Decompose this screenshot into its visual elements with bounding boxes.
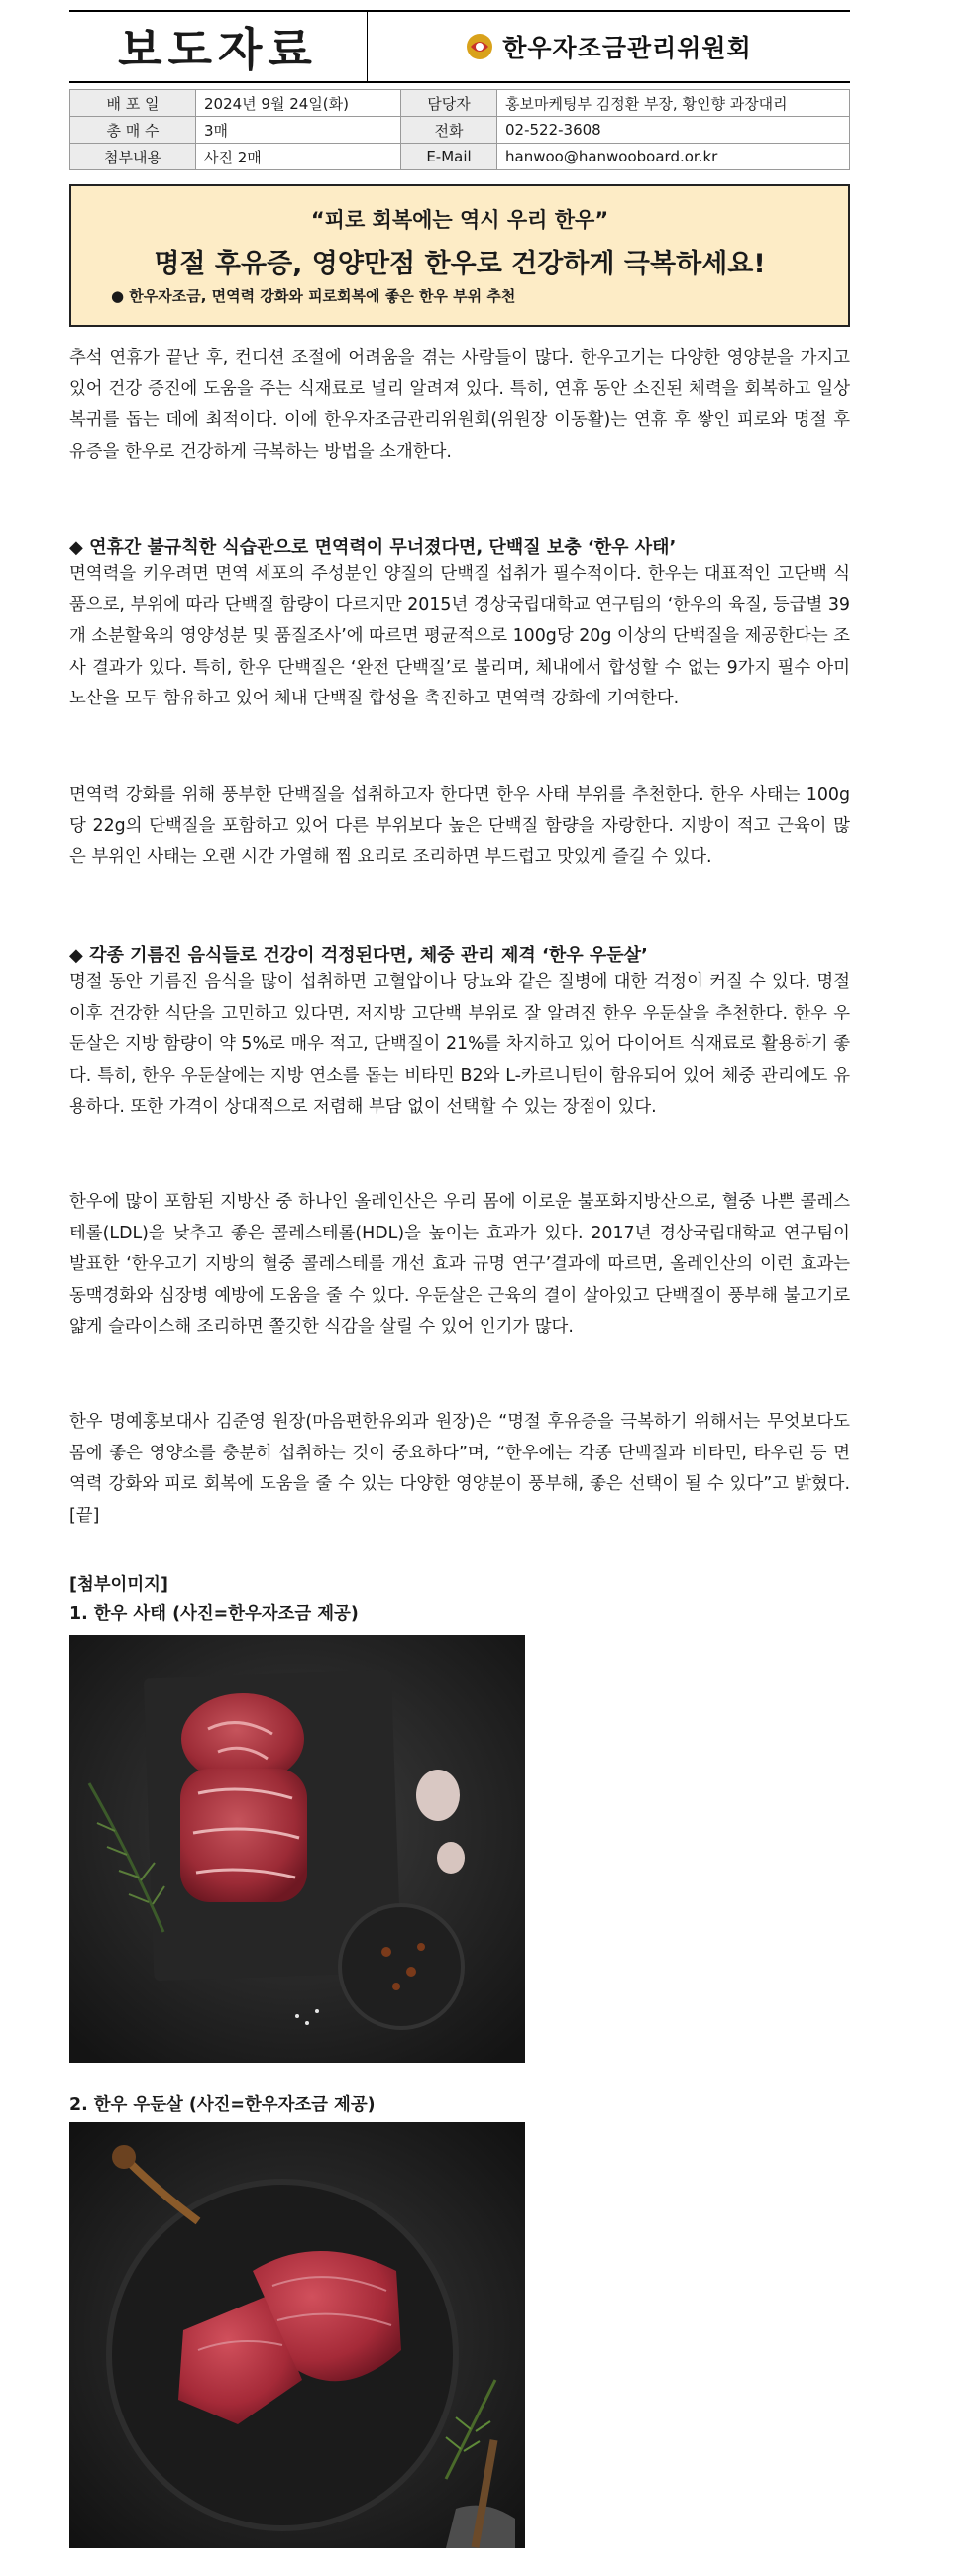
release-info-table (69, 89, 850, 170)
press-release-header (69, 10, 850, 83)
headline-title: 명절 후유증, 영양만점 한우로 건강하게 극복하세요! (154, 249, 766, 279)
release-date: 2024년 9월 24일(화) (196, 90, 401, 117)
table-row (70, 144, 850, 170)
photo-caption: 1. 한우 사태 (사진=한우자조금 제공) (69, 1604, 359, 1624)
headline-bullet: ● 한우자조금, 면역력 강화와 피로회복에 좋은 한우 부위 추천 (111, 287, 516, 305)
beef-shank-photo (69, 1635, 525, 2063)
organization-logo-icon (465, 32, 494, 61)
attachment-content: 사진 2매 (196, 144, 401, 170)
phone-number: 02-522-3608 (497, 117, 850, 144)
email-address[interactable]: hanwoo@hanwooboard.or.kr (497, 144, 850, 170)
body-paragraph: 면역력을 키우려면 면역 세포의 주성분인 양질의 단백질 섭취가 필수적이다. 한우는 대표적인 고단백 식품으로, 부위에 따라 단백질 함량이 다르지만 2015년 경상국립대학교 연구팀의 ‘한우의 육질, 등급별 39개 소분할육의 영양성분 및 품질조사’에 따르면 평균적으로 100g당 20g 이상의 단백질을 제공한다는 조사 결과가 있다. 특히, 한우 단백질은 ‘완전 단백질’로 불리며, 체내에서 합성할 수 없는 9가지 필수 아미노산을 모두 함유하고 있어 체내 단백질 합성을 촉진하고 면역력 강화에 기여한다. (69, 564, 850, 708)
section-heading: ◆ 연휴간 불규칙한 식습관으로 면역력이 무너졌다면, 단백질 보충 ‘한우 사태’ (69, 537, 677, 558)
beef-topside-photo (69, 2122, 525, 2548)
table-row (70, 117, 850, 144)
page-count: 3매 (196, 117, 401, 144)
organization-brand (367, 12, 850, 81)
press-release-page (69, 0, 850, 2115)
photo-caption: 2. 한우 우둔살 (사진=한우자조금 제공) (69, 2095, 376, 2115)
attachment-heading: [첨부이미지] (69, 1575, 168, 1595)
page-count-label: 총 매 수 (70, 117, 196, 144)
release-date-label: 배 포 일 (70, 90, 196, 117)
body-paragraph: 추석 연휴가 끝난 후, 컨디션 조절에 어려움을 겪는 사람들이 많다. 한우고기는 다양한 영양분을 가지고 있어 건강 증진에 도움을 주는 식재료로 널리 알려져 있다. 특히, 연휴 동안 소진된 체력을 회복하고 일상 복귀를 돕는 데에 최적이다. 이에 한우자조금관리위원회(위원장 이동활)는 연휴 후 쌓인 피로와 명절 후유증을 한우로 건강하게 극복하는 방법을 소개한다. (69, 348, 850, 462)
contact-person: 홍보마케팅부 김정환 부장, 황인향 과장대리 (497, 90, 850, 117)
contact-label: 담당자 (401, 90, 497, 117)
phone-label: 전화 (401, 117, 497, 144)
headline-subtitle: “피로 회복에는 역시 우리 한우” (310, 208, 609, 232)
body-paragraph: 명절 동안 기름진 음식을 많이 섭취하면 고혈압이나 당뇨와 같은 질병에 대한 걱정이 커질 수 있다. 명절 이후 건강한 식단을 고민하고 있다면, 저지방 고단백 부위로 잘 알려진 한우 우둔살을 추천한다. 한우 우둔살은 지방 함량이 약 5%로 매우 적고, 단백질이 21%를 차지하고 있어 다이어트 식재료로 활용하기 좋다. 특히, 한우 우둔살에는 지방 연소를 돕는 비타민 B2와 L-카르니틴이 함유되어 있어 체중 관리에도 유용하다. 또한 가격이 상대적으로 저렴해 부담 없이 선택할 수 있는 장점이 있다. (69, 972, 850, 1117)
table-row (70, 90, 850, 117)
headline-box (69, 184, 850, 327)
body-paragraph: 면역력 강화를 위해 풍부한 단백질을 섭취하고자 한다면 한우 사태 부위를 추천한다. 한우 사태는 100g당 22g의 단백질을 포함하고 있어 다른 부위보다 높은 단백질 함량을 자랑한다. 지방이 적고 근육이 많은 부위인 사태는 오랜 시간 가열해 찜 요리로 조리하면 부드럽고 맛있게 즐길 수 있다. (69, 785, 850, 867)
document-title: 보도자료 (69, 12, 368, 81)
body-paragraph: 한우에 많이 포함된 지방산 중 하나인 올레인산은 우리 몸에 이로운 불포화지방산으로, 혈중 나쁜 콜레스테롤(LDL)을 낮추고 좋은 콜레스테롤(HDL)을 높이는 효과가 있다. 2017년 경상국립대학교 연구팀이 발표한 ‘한우고기 지방의 혈중 콜레스테롤 개선 효과 규명 연구’결과에 따르면, 올레인산의 이런 효과는 동맥경화와 심장병 예방에 도움을 줄 수 있다. 우둔살은 근육의 결이 살아있고 단백질이 풍부해 불고기로 얇게 슬라이스해 조리하면 쫄깃한 식감을 살릴 수 있어 인기가 많다. (69, 1192, 850, 1337)
section-heading: ◆ 각종 기름진 음식들로 건강이 걱정된다면, 체중 관리 제격 ‘한우 우둔살’ (69, 945, 648, 966)
organization-name: 한우자조금관리위원회 (502, 34, 752, 62)
email-label: E-Mail (401, 144, 497, 170)
body-paragraph: 한우 명예홍보대사 김준영 원장(마음편한유외과 원장)은 “명절 후유증을 극복하기 위해서는 무엇보다도 몸에 좋은 영양소를 충분히 섭취하는 것이 중요하다”며, “한우에는 각종 단백질과 비타민, 타우린 등 면역력 강화와 피로 회복에 도움을 줄 수 있는 다양한 영양분이 풍부해, 좋은 선택이 될 수 있다”고 밝혔다. [끝] (69, 1412, 850, 1526)
attachment-label: 첨부내용 (70, 144, 196, 170)
